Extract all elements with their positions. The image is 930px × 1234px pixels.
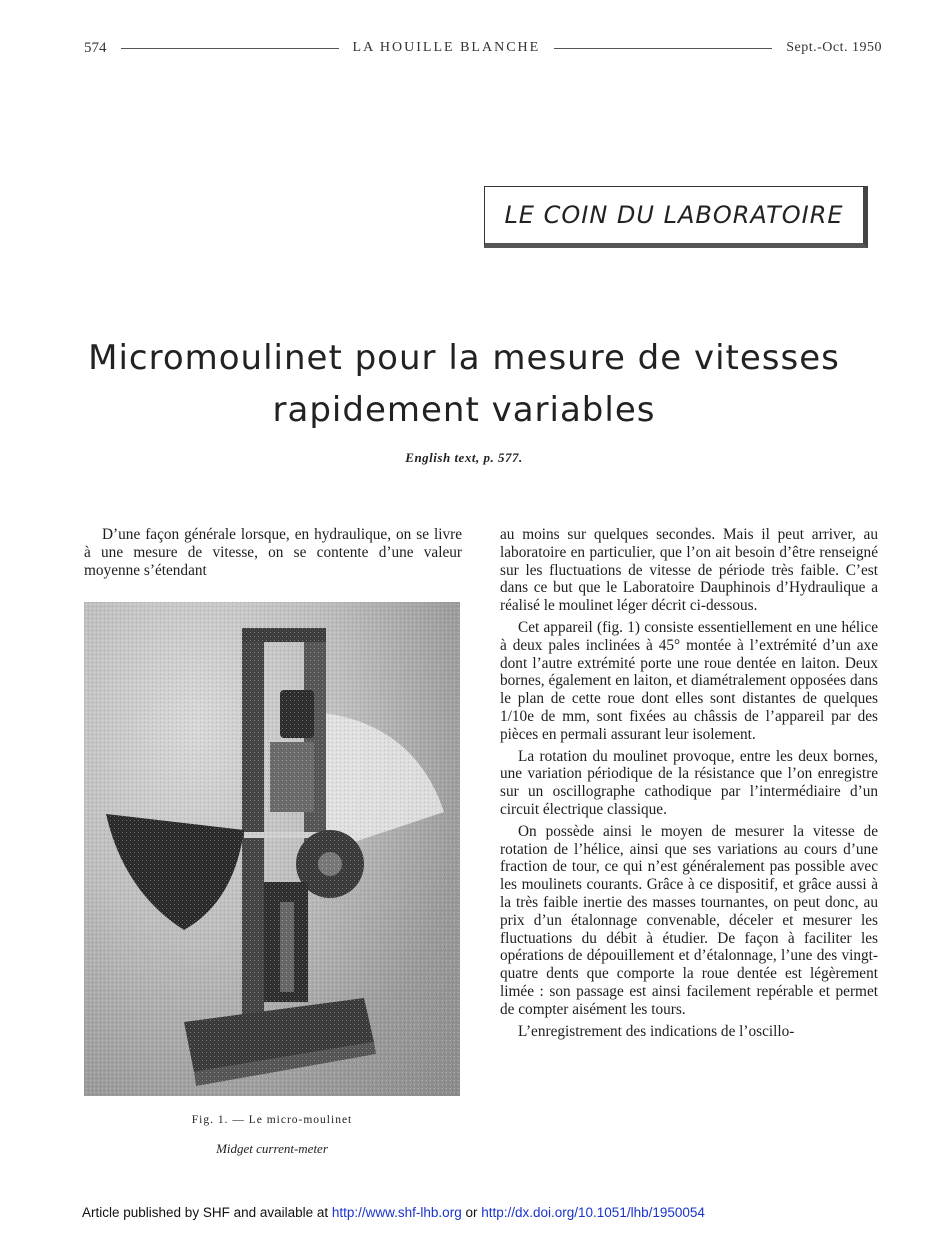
issue-date: Sept.-Oct. 1950 [786, 40, 883, 55]
running-header [84, 38, 882, 58]
footer-middle: or [461, 1205, 482, 1220]
header-rule-left [121, 48, 339, 49]
section-rubric: LE COIN DU LABORATOIRE [484, 186, 868, 248]
page-number: 574 [84, 39, 107, 56]
article-title [60, 332, 868, 436]
left-column [84, 526, 462, 583]
footer-prefix: Article published by SHF and available at [82, 1205, 332, 1220]
english-text-reference: English text, p. 577. [405, 450, 523, 465]
right-paragraph-5: L’enregistrement des indications de l’oscillo- [518, 1022, 795, 1040]
photo-grain [84, 602, 460, 1096]
right-paragraph-2: Cet appareil (fig. 1) consiste essentiellement en une hélice à deux pales inclinées à 45° montée à l’extrémité d’un axe dont l’autre extrémité porte une roue dentée en laiton. Deux bornes, également en laiton, et diamétralement opposées dans le plan de cette roue dont elles sont distantes de quelques 1/10e de mm, sont fixées au châssis de l’appareil par des pièces en permali assurant leur isolement. [500, 618, 878, 743]
header-rule-right [554, 48, 772, 49]
title-line-2: rapidement variables [272, 390, 656, 430]
doi-link[interactable]: http://dx.doi.org/10.1051/lhb/1950054 [481, 1205, 705, 1220]
title-line-1: Micromoulinet pour la mesure de vitesses [88, 338, 840, 378]
left-paragraph-1: D’une façon générale lorsque, en hydraulique, on se livre à une mesure de vitesse, on se contente d’une valeur moyenne s’étendant [84, 526, 462, 579]
publication-footer [82, 1205, 882, 1220]
right-paragraph-3: La rotation du moulinet provoque, entre les deux bornes, une variation périodique de la résistance que l’on enregistre sur un oscillographe cathodique par l’intermédiaire d’un circuit électrique classique. [500, 747, 878, 818]
figure-caption: Fig. 1. — Le micro-moulinet [191, 1114, 353, 1126]
shf-link[interactable]: http://www.shf-lhb.org [331, 1205, 462, 1220]
right-paragraph-4: On possède ainsi le moyen de mesurer la vitesse de rotation de l’hélice, ainsi que ses variations au cours d’une fraction de tour, ce qui n’est généralement pas possible avec les moulinets courants. Grâce à ce dispositif, et grâce aussi à la très faible inertie des masses tournantes, on peut donc, au prix d’un étalonnage convenable, déceler et mesurer les fluctuations du débit à étudier. De façon à faciliter les opérations de dépouillement et d’étalonnage, l’une des vingt-quatre dents que comporte la roue dentée est légèrement limée : son passage est ainsi facilement repérable et permet de compter aisément les tours. [500, 822, 878, 1018]
figure-caption-english: Midget current-meter [216, 1141, 328, 1156]
micro-moulinet-illustration [84, 602, 460, 1096]
right-paragraph-1: au moins sur quelques secondes. Mais il peut arriver, au laboratoire en particulier, que l’on ait besoin d’être renseigné sur les fluctuations de vitesse de période très faible. C’est dans ce but que le Laboratoire Dauphinois d’Hydraulique a réalisé le moulinet léger décrit ci-dessous. [500, 526, 878, 615]
right-column [500, 526, 878, 1044]
journal-name: LA HOUILLE BLANCHE [352, 40, 541, 55]
figure-photo [84, 602, 460, 1096]
